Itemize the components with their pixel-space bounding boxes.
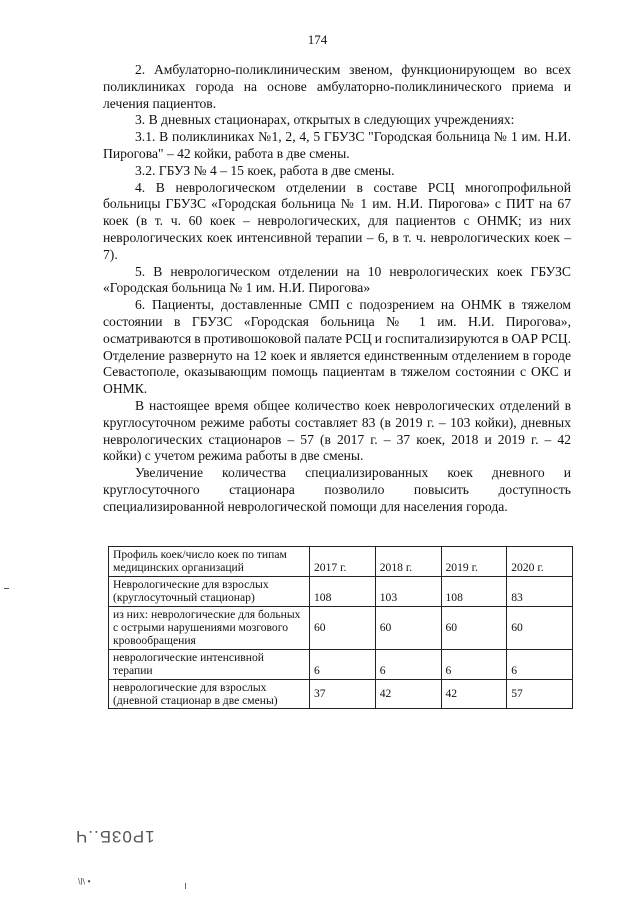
table-cell: 57 bbox=[507, 679, 573, 709]
table-header-year: 2020 г. bbox=[507, 547, 573, 577]
table-header-year: 2018 г. bbox=[375, 547, 441, 577]
table-row-profile: из них: неврологические для больных с острыми нарушениями мозгового кровообращения bbox=[109, 606, 310, 649]
page-number: 174 bbox=[307, 32, 328, 47]
scan-stamp-mark: 1P03Б..Ч bbox=[75, 827, 155, 846]
paragraph-2-ambulatory: 2. Амбулаторно-поликлиническим звеном, функционирующем во всех поликлиниках города на основе амбулаторно-поликлинического приема и лечения пациентов. bbox=[103, 62, 571, 111]
table-cell: 60 bbox=[507, 606, 573, 649]
table-row-profile: неврологические для взрослых (дневной стационар в две смены) bbox=[109, 679, 310, 709]
paragraph-6-patients: 6. Пациенты, доставленные СМП с подозрением на ОНМК в тяжелом состоянии в ГБУЗС «Городская больница № 1 им. Н.И. Пирогова», осматриваются в противошоковой палате РСЦ и госпитализируются в ОАР РСЦ. Отделение развернуто на 12 коек и является единственным отделением в городе Севастополе, оказывающим помощь пациентам в тяжелом состоянии с ОКС и ОНМК. bbox=[103, 297, 571, 397]
paragraph-total-beds: В настоящее время общее количество коек неврологических отделений в круглосуточном режиме работы составляет 83 (в 2019 г. – 103 койки), дневных неврологических стационаров – 57 (в 2017 г. – 37 коек, 2018 и 2019 г. – 42 койки) с учетом режима работы в две смены. bbox=[103, 397, 571, 464]
table-header-year: 2019 г. bbox=[441, 547, 507, 577]
table-header-row bbox=[109, 547, 573, 577]
table-row bbox=[109, 576, 573, 606]
paragraph-3-1-polyclinics: 3.1. В поликлиниках №1, 2, 4, 5 ГБУЗС "Городская больница № 1 им. Н.И. Пирогова" – 42 койки, работа в две смены. bbox=[103, 129, 571, 161]
table-cell: 83 bbox=[507, 576, 573, 606]
table-header-profile: Профиль коек/число коек по типам медицинских организаций bbox=[109, 547, 310, 577]
table-cell: 103 bbox=[375, 576, 441, 606]
table-cell: 42 bbox=[375, 679, 441, 709]
scan-stamp-mark-small: • \l\ bbox=[78, 876, 91, 886]
table-cell: 42 bbox=[441, 679, 507, 709]
body-text bbox=[103, 62, 571, 516]
paragraph-3-2-gbuz4: 3.2. ГБУЗ № 4 – 15 коек, работа в две смены. bbox=[135, 162, 395, 178]
table-cell: 6 bbox=[507, 649, 573, 679]
table-cell: 6 bbox=[375, 649, 441, 679]
table-cell: 60 bbox=[375, 606, 441, 649]
table-cell: 108 bbox=[310, 576, 376, 606]
table-cell: 108 bbox=[441, 576, 507, 606]
table-cell: 60 bbox=[441, 606, 507, 649]
table-row bbox=[109, 606, 573, 649]
table-row-profile: неврологические интенсивной терапии bbox=[109, 649, 310, 679]
table-cell: 60 bbox=[310, 606, 376, 649]
paragraph-increase: Увеличение количества специализированных коек дневного и круглосуточного стационара позволило повысить доступность специализированной неврологической помощи для населения города. bbox=[103, 465, 571, 514]
table-cell: 37 bbox=[310, 679, 376, 709]
paragraph-4-neuro-department: 4. В неврологическом отделении в составе РСЦ многопрофильной больницы ГБУЗС «Городская больница № 1 им. Н.И. Пирогова» с ПИТ на 67 коек (в т. ч. 60 коек – неврологических, для пациентов с ОНМК; из них неврологических коек интенсивной терапии – 6, в т. ч. неврологических коек – 7). bbox=[103, 179, 571, 262]
paragraph-3-day-hospitals: 3. В дневных стационарах, открытых в следующих учреждениях: bbox=[135, 112, 515, 128]
scan-dot-mark bbox=[185, 883, 186, 889]
table-row bbox=[109, 679, 573, 709]
beds-table-container bbox=[108, 546, 573, 709]
margin-tick-mark bbox=[4, 588, 9, 589]
table-row bbox=[109, 649, 573, 679]
table-cell: 6 bbox=[310, 649, 376, 679]
table-header-year: 2017 г. bbox=[310, 547, 376, 577]
beds-table bbox=[108, 546, 573, 709]
table-cell: 6 bbox=[441, 649, 507, 679]
table-row-profile: Неврологические для взрослых (круглосуточный стационар) bbox=[109, 576, 310, 606]
paragraph-5-neuro-beds: 5. В неврологическом отделении на 10 неврологических коек ГБУЗС «Городская больница № 1 им. Н.И. Пирогова» bbox=[103, 263, 571, 296]
